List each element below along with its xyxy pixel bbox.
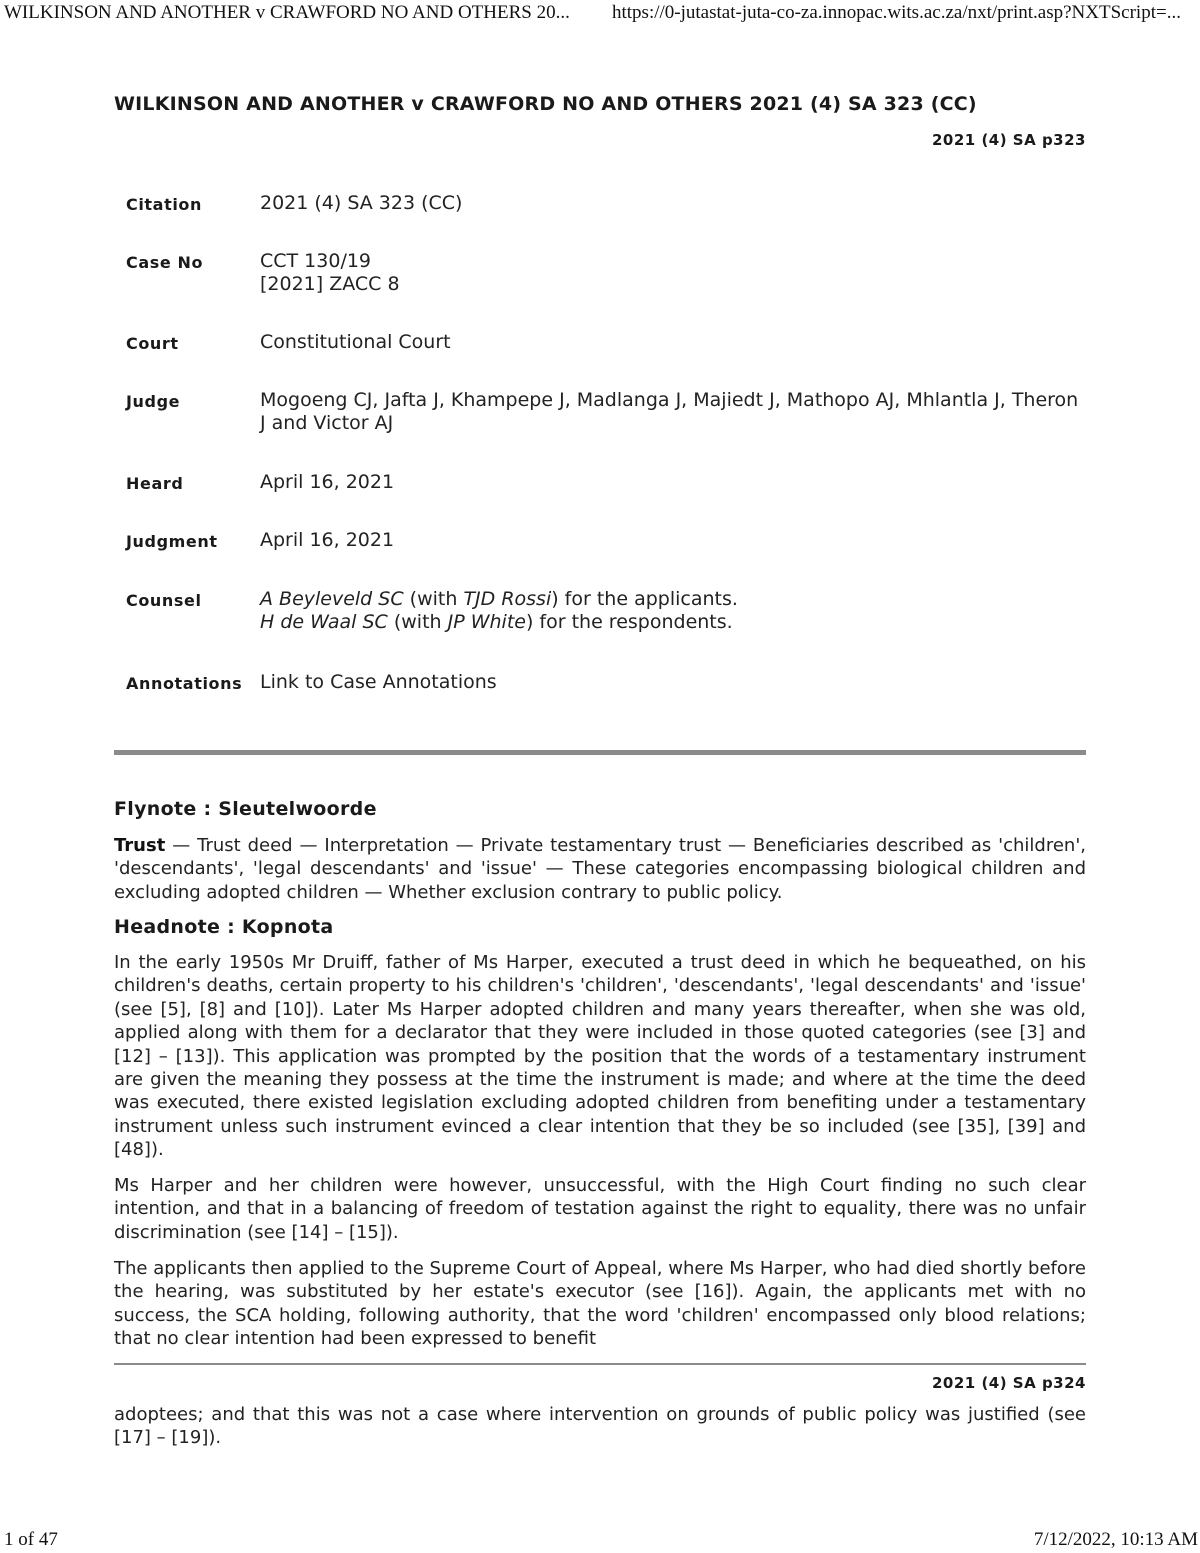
heard-value: April 16, 2021 <box>260 471 395 493</box>
headnote-heading: Headnote : Kopnota <box>114 916 334 938</box>
citation-value: 2021 (4) SA 323 (CC) <box>260 192 463 214</box>
print-header-title: WILKINSON AND ANOTHER v CRAWFORD NO AND OTHERS 20... <box>4 2 570 23</box>
counsel-junior-applicants: TJD Rossi <box>463 588 552 610</box>
section-divider <box>114 750 1086 755</box>
counsel-value <box>260 588 1086 634</box>
counsel-junior-respondents: JP White <box>447 611 526 633</box>
counsel-respondents: H de Waal SC (with JP White) for the respondents. <box>260 611 733 633</box>
judge-value: Mogoeng CJ, Jafta J, Khampepe J, Madlanga J, Majiedt J, Mathopo AJ, Mhlantla J, Theron J and Victor AJ <box>260 389 1079 434</box>
court-value: Constitutional Court <box>260 331 451 353</box>
headnote-paragraph: The applicants then applied to the Supreme Court of Appeal, where Ms Harper, who had died shortly before the hearing, was substituted by her estate's executor (see [16]). Again, the applicants met with no success, the SCA holding, following authority, that the word 'children' encompassed only blood relations; that no clear intention had been expressed to benefit <box>114 1258 1086 1350</box>
case-no-label: Case No <box>126 253 204 272</box>
headnote-paragraph: In the early 1950s Mr Druiff, father of Ms Harper, executed a trust deed in which he bequeathed, on his children's deaths, certain property to his children's 'children', 'descendants', 'legal descendants' and 'issue' (see [5], [8] and [10]). Later Ms Harper adopted children and many years thereafter, when she was old, applied along with them for a declarator that they were included in those quoted categories (see [3] and [12] – [13]). This application was prompted by the position that the words of a testamentary instrument are given the meaning they possess at the time the instrument is made; and where at the time the deed was executed, there existed legislation excluding adopted children from benefiting under a testamentary instrument unless such instrument evinced a clear intention that they be so included (see [35], [39] and [48]). <box>114 952 1086 1161</box>
page-break-divider <box>114 1363 1086 1365</box>
headnote-paragraph: adoptees; and that this was not a case where intervention on grounds of public policy was justified (see [17] – [19]). <box>114 1404 1086 1449</box>
case-title: WILKINSON AND ANOTHER v CRAWFORD NO AND OTHERS 2021 (4) SA 323 (CC) <box>114 93 977 115</box>
annotations-label: Annotations <box>126 674 243 693</box>
judgment-label: Judgment <box>126 532 218 551</box>
counsel-senior-applicants: A Beyleveld SC <box>260 588 404 610</box>
page-reference: 2021 (4) SA p324 <box>931 1374 1086 1392</box>
print-footer <box>0 1529 1200 1553</box>
print-page-number: 1 of 47 <box>4 1529 58 1550</box>
counsel-label: Counsel <box>126 591 202 610</box>
flynote-heading: Flynote : Sleutelwoorde <box>114 798 377 820</box>
case-no-number: CCT 130/19 <box>260 250 372 272</box>
case-no-value <box>260 250 1086 296</box>
counsel-applicants: A Beyleveld SC (with TJD Rossi) for the applicants. <box>260 588 738 610</box>
judge-label: Judge <box>126 392 181 411</box>
print-header-url: https://0-jutastat-juta-co-za.innopac.wits.ac.za/nxt/print.asp?NXTScript=... <box>612 2 1181 23</box>
citation-label: Citation <box>126 195 202 214</box>
flynote-text <box>114 834 1086 904</box>
flynote-lead: Trust <box>114 835 166 856</box>
case-no-zacc: [2021] ZACC 8 <box>260 273 400 295</box>
counsel-senior-respondents: H de Waal SC <box>260 611 388 633</box>
page-reference: 2021 (4) SA p323 <box>931 131 1086 149</box>
print-date: 7/12/2022, 10:13 AM <box>1033 1529 1198 1550</box>
court-label: Court <box>126 334 179 353</box>
case-annotations-link[interactable]: Link to Case Annotations <box>260 671 497 693</box>
judgment-value: April 16, 2021 <box>260 529 395 551</box>
flynote-body: — Trust deed — Interpretation — Private testamentary trust — Beneficiaries described as 'children', 'descendants', 'legal descendants' and 'issue' — These categories encompassing biological children and excluding adopted children — Whether exclusion contrary to public policy. <box>114 835 1086 903</box>
headnote-paragraph: Ms Harper and her children were however, unsuccessful, with the High Court finding no such clear intention, and that in a balancing of freedom of testation against the right to equality, there was no unfair discrimination (see [14] – [15]). <box>114 1175 1086 1243</box>
heard-label: Heard <box>126 474 184 493</box>
print-header <box>0 2 1200 28</box>
